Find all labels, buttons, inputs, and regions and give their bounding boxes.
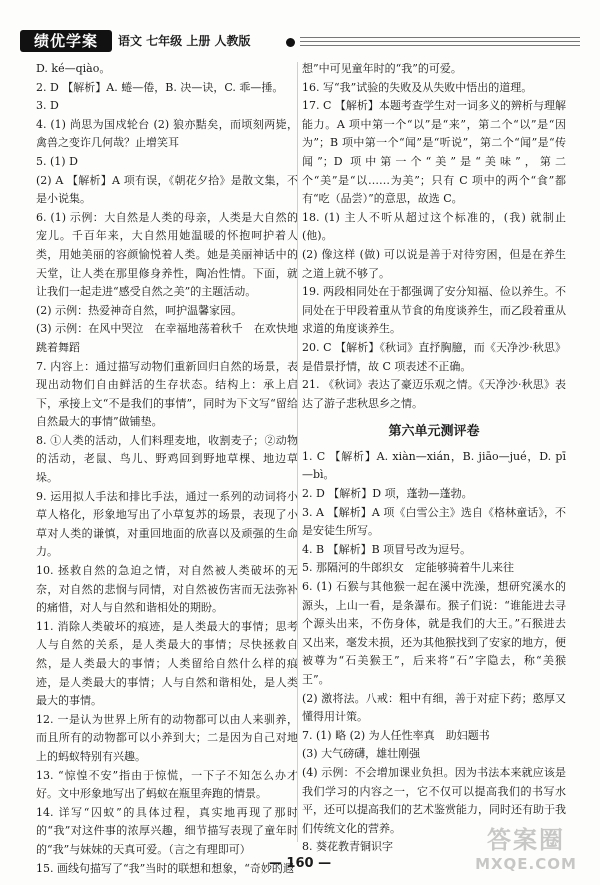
- answer-line: 21. 《秋词》表达了豪迈乐观之情。《天净沙·秋思》表达了游子悲秋思乡之情。: [302, 378, 566, 410]
- answer-line: 6. (1) 示例：大自然是人类的母亲，人类是大自然的宠儿。千百年来，大自然用她温暖的怀抱呵护着人类，用她美丽的容颜愉悦着人类。她是美丽神话中的天堂，让人类在那里修身养性，陶冶性情。下面，就让我们一起走进“感受自然之美”的主题活动。: [36, 210, 298, 299]
- section-title: 第六单元测评卷: [388, 424, 480, 440]
- answer-line: 6. (1) 石猴与其他猴一起在溪中洗澡，想研究溪水的源头，上山一看，是条瀑布。猴子们说：“谁能进去寻个源头出来，不伤身体，就是我们的大王。”石猴进去又出来，毫发未损，还为其他猴找到了安家的地方，便被尊为“石美猴王”，后来将“石”字隐去，称“美猴王”。: [302, 580, 566, 686]
- answer-line: 3. D: [36, 99, 59, 113]
- answer-line: (2) A 【解析】A 项有误，《朝花夕拾》是散文集，不是小说集。: [36, 173, 298, 206]
- answer-line: 16. 写“我”试验的失败及从失败中悟出的道理。: [302, 80, 533, 94]
- answer-line: 14. 详写“囚蚁”的具体过程，真实地再现了那时的“我”对这件事的浓厚兴趣，细节描写表现了童年时的“我”与妹妹的天真可爱。（言之有理即可）: [36, 805, 298, 856]
- bullet-icon: [286, 38, 295, 47]
- answer-line: 18. (1) 主人不听从超过这个标准的，(我) 就制止 (他)。: [302, 210, 566, 243]
- header-rule: [300, 41, 580, 42]
- answer-line: (3) 示例：在风中哭泣 在幸福地荡着秋千 在欢快地跳着舞蹈: [36, 322, 298, 354]
- answer-line: 8. 葵花教青铜识字: [302, 840, 393, 854]
- answer-line: 4. (1) 尚思为国戍轮台 (2) 狼亦黠矣，而顷刻两毙，禽兽之变诈几何哉？止增笑耳: [36, 117, 298, 150]
- answer-line: (3) 大气磅礴，雄壮刚强: [302, 747, 421, 761]
- answer-line: D. ké—qiào。: [36, 62, 111, 75]
- answer-line: (2) 像这样 (做) 可以说是善于对待穷困，但是在养生之道上就不够了。: [302, 247, 566, 280]
- answer-line: 11. 消除人类破坏的痕迹，是人类最大的事情；思考人与自然的关系，是人类最大的事情；尽快拯救自然，是人类最大的事情；人类留给自然什么样的痕迹，是人类最大的事情；人与自然和谐相处，是人类最大的事情。: [36, 619, 298, 708]
- answer-line: 7. (1) 略 (2) 为人任性率真 助妇题书: [302, 728, 490, 742]
- answer-line: (2) 示例：热爱神奇自然，呵护温馨家园。: [36, 303, 243, 317]
- column-divider: [297, 62, 298, 842]
- page-header: [0, 0, 600, 54]
- brand-logo: 绩优学案: [20, 30, 112, 52]
- answer-line: 15. 画线句描写了“我”当时的联想和想象，“奇妙的遐: [36, 861, 294, 875]
- right-column: [302, 60, 566, 857]
- answer-line: 13. “惊惶不安”指由于惊慌，一下子不知怎么办才好。文中形象地写出了蚂蚁在瓶里奔跑的情景。: [36, 768, 298, 801]
- answer-line: 12. 一是认为世界上所有的动物都可以由人来驯养，而且所有的动物都可以小养到大；二是因为自己对地上的蚂蚁特别有兴趣。: [36, 712, 298, 763]
- answer-line: 2. D 【解析】D 项，蓬勃—蓬勃。: [302, 487, 473, 501]
- answer-line: 10. 拯救自然的急迫之情，对自然被人类破坏的无奈，对自然的悲悯与同情，对自然被伤害而无法弥补的痛惜，对人与自然和谐相处的期盼。: [36, 564, 298, 615]
- answer-line: 5. 那隔河的牛郎织女 定能够骑着牛儿来往: [302, 561, 514, 575]
- answer-line: 19. 两段相同处在于都强调了安分知福、俭以养生。不同处在于甲段着重从节食的角度谈养生，而乙段着重从求道的角度谈养生。: [302, 285, 566, 336]
- answer-line: 2. D 【解析】A. 蜷—倦，B. 决—诀，C. 乖—捶。: [36, 80, 284, 94]
- header-rule: [300, 45, 580, 46]
- page-number: — 160 —: [268, 856, 332, 871]
- header-rule: [300, 37, 580, 38]
- watermark-url: MXQE.COM: [475, 855, 577, 873]
- answer-line: 20. C 【解析】《秋词》直抒胸臆，而《天净沙·秋思》是借景抒情，故 C 项表述不正确。: [302, 340, 566, 373]
- answer-line: 1. C 【解析】A. xiàn—xián，B. jiāo—jué，D. pī—bì。: [302, 449, 566, 482]
- answer-line: (2) 激将法。八戒：粗中有细，善于对症下药；憨厚又懂得用计策。: [302, 691, 566, 724]
- answer-line: 3. A 【解析】A 项《白雪公主》选自《格林童话》，不是安徒生所写。: [302, 505, 566, 538]
- answer-line: 8. ①人类的活动，人们料理麦地，收割麦子；②动物的活动，老鼠、鸟儿、野鸡回到野地草棵、地边草垛。: [36, 433, 298, 485]
- watermark-logo: [466, 825, 586, 879]
- answer-line: 7. 内容上：通过描写动物们重新回归自然的场景，表现出动物们自由鲜活的生存状态。结构上：承上启下，承接上文“不是我们的事情”，同时为下文写“留给自然最大的事情”做铺垫。: [36, 359, 298, 429]
- answer-line: 4. B 【解析】B 项冒号改为逗号。: [302, 542, 472, 556]
- answer-line: 9. 运用拟人手法和排比手法，通过一系列的动词将小草人格化，形象地写出了小草复苏的场景，表现了小草对人类的谦慎，对重回地面的欣喜以及顽强的生命力。: [36, 489, 298, 559]
- answer-line: 5. (1) D: [36, 154, 78, 168]
- left-column: [36, 60, 298, 878]
- book-info: 语文 七年级 上册 人教版: [118, 34, 251, 48]
- watermark-text: 答案圈: [487, 826, 565, 854]
- answer-line: 想”中可见童年时的“我”的可爱。: [302, 62, 462, 75]
- answer-line: 17. C 【解析】本题考查学生对一词多义的辨析与理解能力。A 项中第一个“以”是“来”，第二个“以”是“因为”；B 项中第一个“闻”是“听说”，第二个“闻”是“传闻”；D 项中第一个“美”是“美味”，第二个“美”是“以……为美”；只有 C 项中的两个“食”都有“吃（品尝）”的意思，故选 C。: [302, 99, 566, 206]
- answer-line: (4) 示例：不会增加课业负担。因为书法本来就应该是我们学习的内容之一，它不仅可以提高我们的书写水平，还可以提高我们的艺术鉴赏能力，同时还有助于我们传统文化的营养。: [302, 765, 566, 835]
